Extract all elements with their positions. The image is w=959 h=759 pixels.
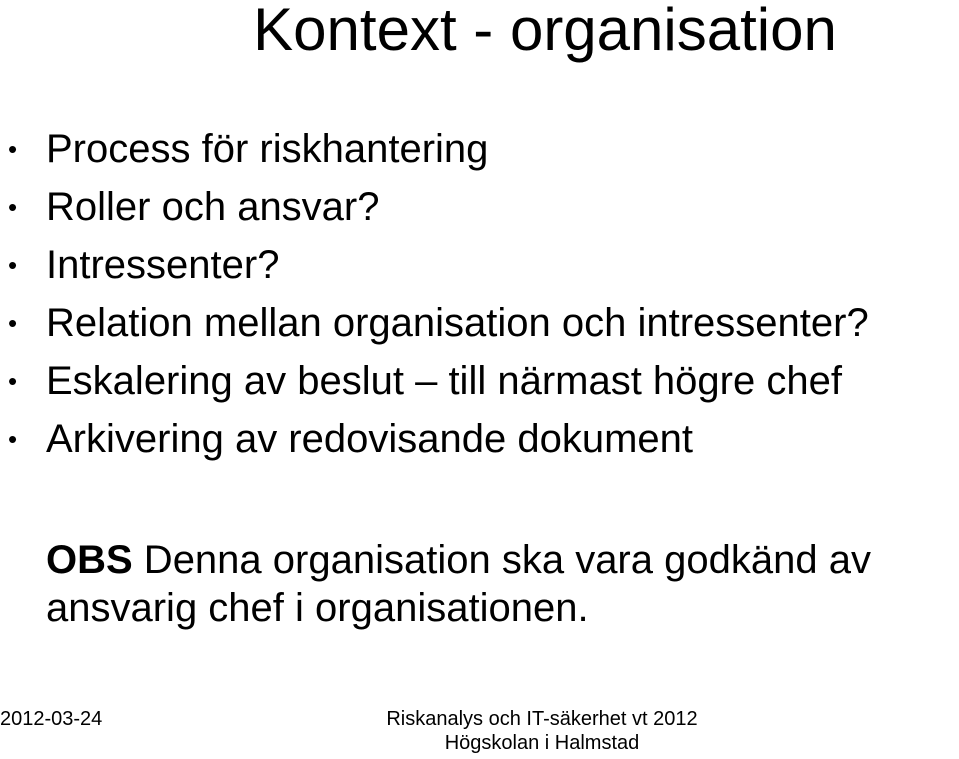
bullet-dot-icon: •	[8, 424, 18, 454]
bullet-text: Process för riskhantering	[46, 127, 489, 171]
footer-institution: Högskolan i Halmstad	[444, 732, 640, 754]
slide-title: Kontext - organisation	[253, 0, 837, 63]
bullet-text: Arkivering av redovisande dokument	[46, 417, 694, 461]
note-paragraph	[46, 536, 959, 632]
bullet-text: Roller och ansvar?	[46, 185, 380, 229]
bullet-text: Eskalering av beslut – till närmast högre chef	[46, 359, 842, 403]
footer-date: 2012-03-24	[0, 708, 103, 730]
bullet-text: Intressenter?	[46, 243, 280, 287]
bullet-dot-icon: •	[8, 308, 18, 338]
footer-course: Riskanalys och IT-säkerhet vt 2012	[386, 708, 698, 730]
note-text: Denna organisation ska vara godkänd av ansvarig chef i organisationen.	[46, 538, 871, 630]
note-label: OBS	[46, 538, 133, 582]
bullet-text: Relation mellan organisation och intressenter?	[46, 301, 869, 345]
bullet-dot-icon: •	[8, 192, 18, 222]
footer-center	[362, 707, 722, 755]
bullet-dot-icon: •	[8, 366, 18, 396]
bullet-dot-icon: •	[8, 250, 18, 280]
bullet-dot-icon: •	[8, 134, 18, 164]
